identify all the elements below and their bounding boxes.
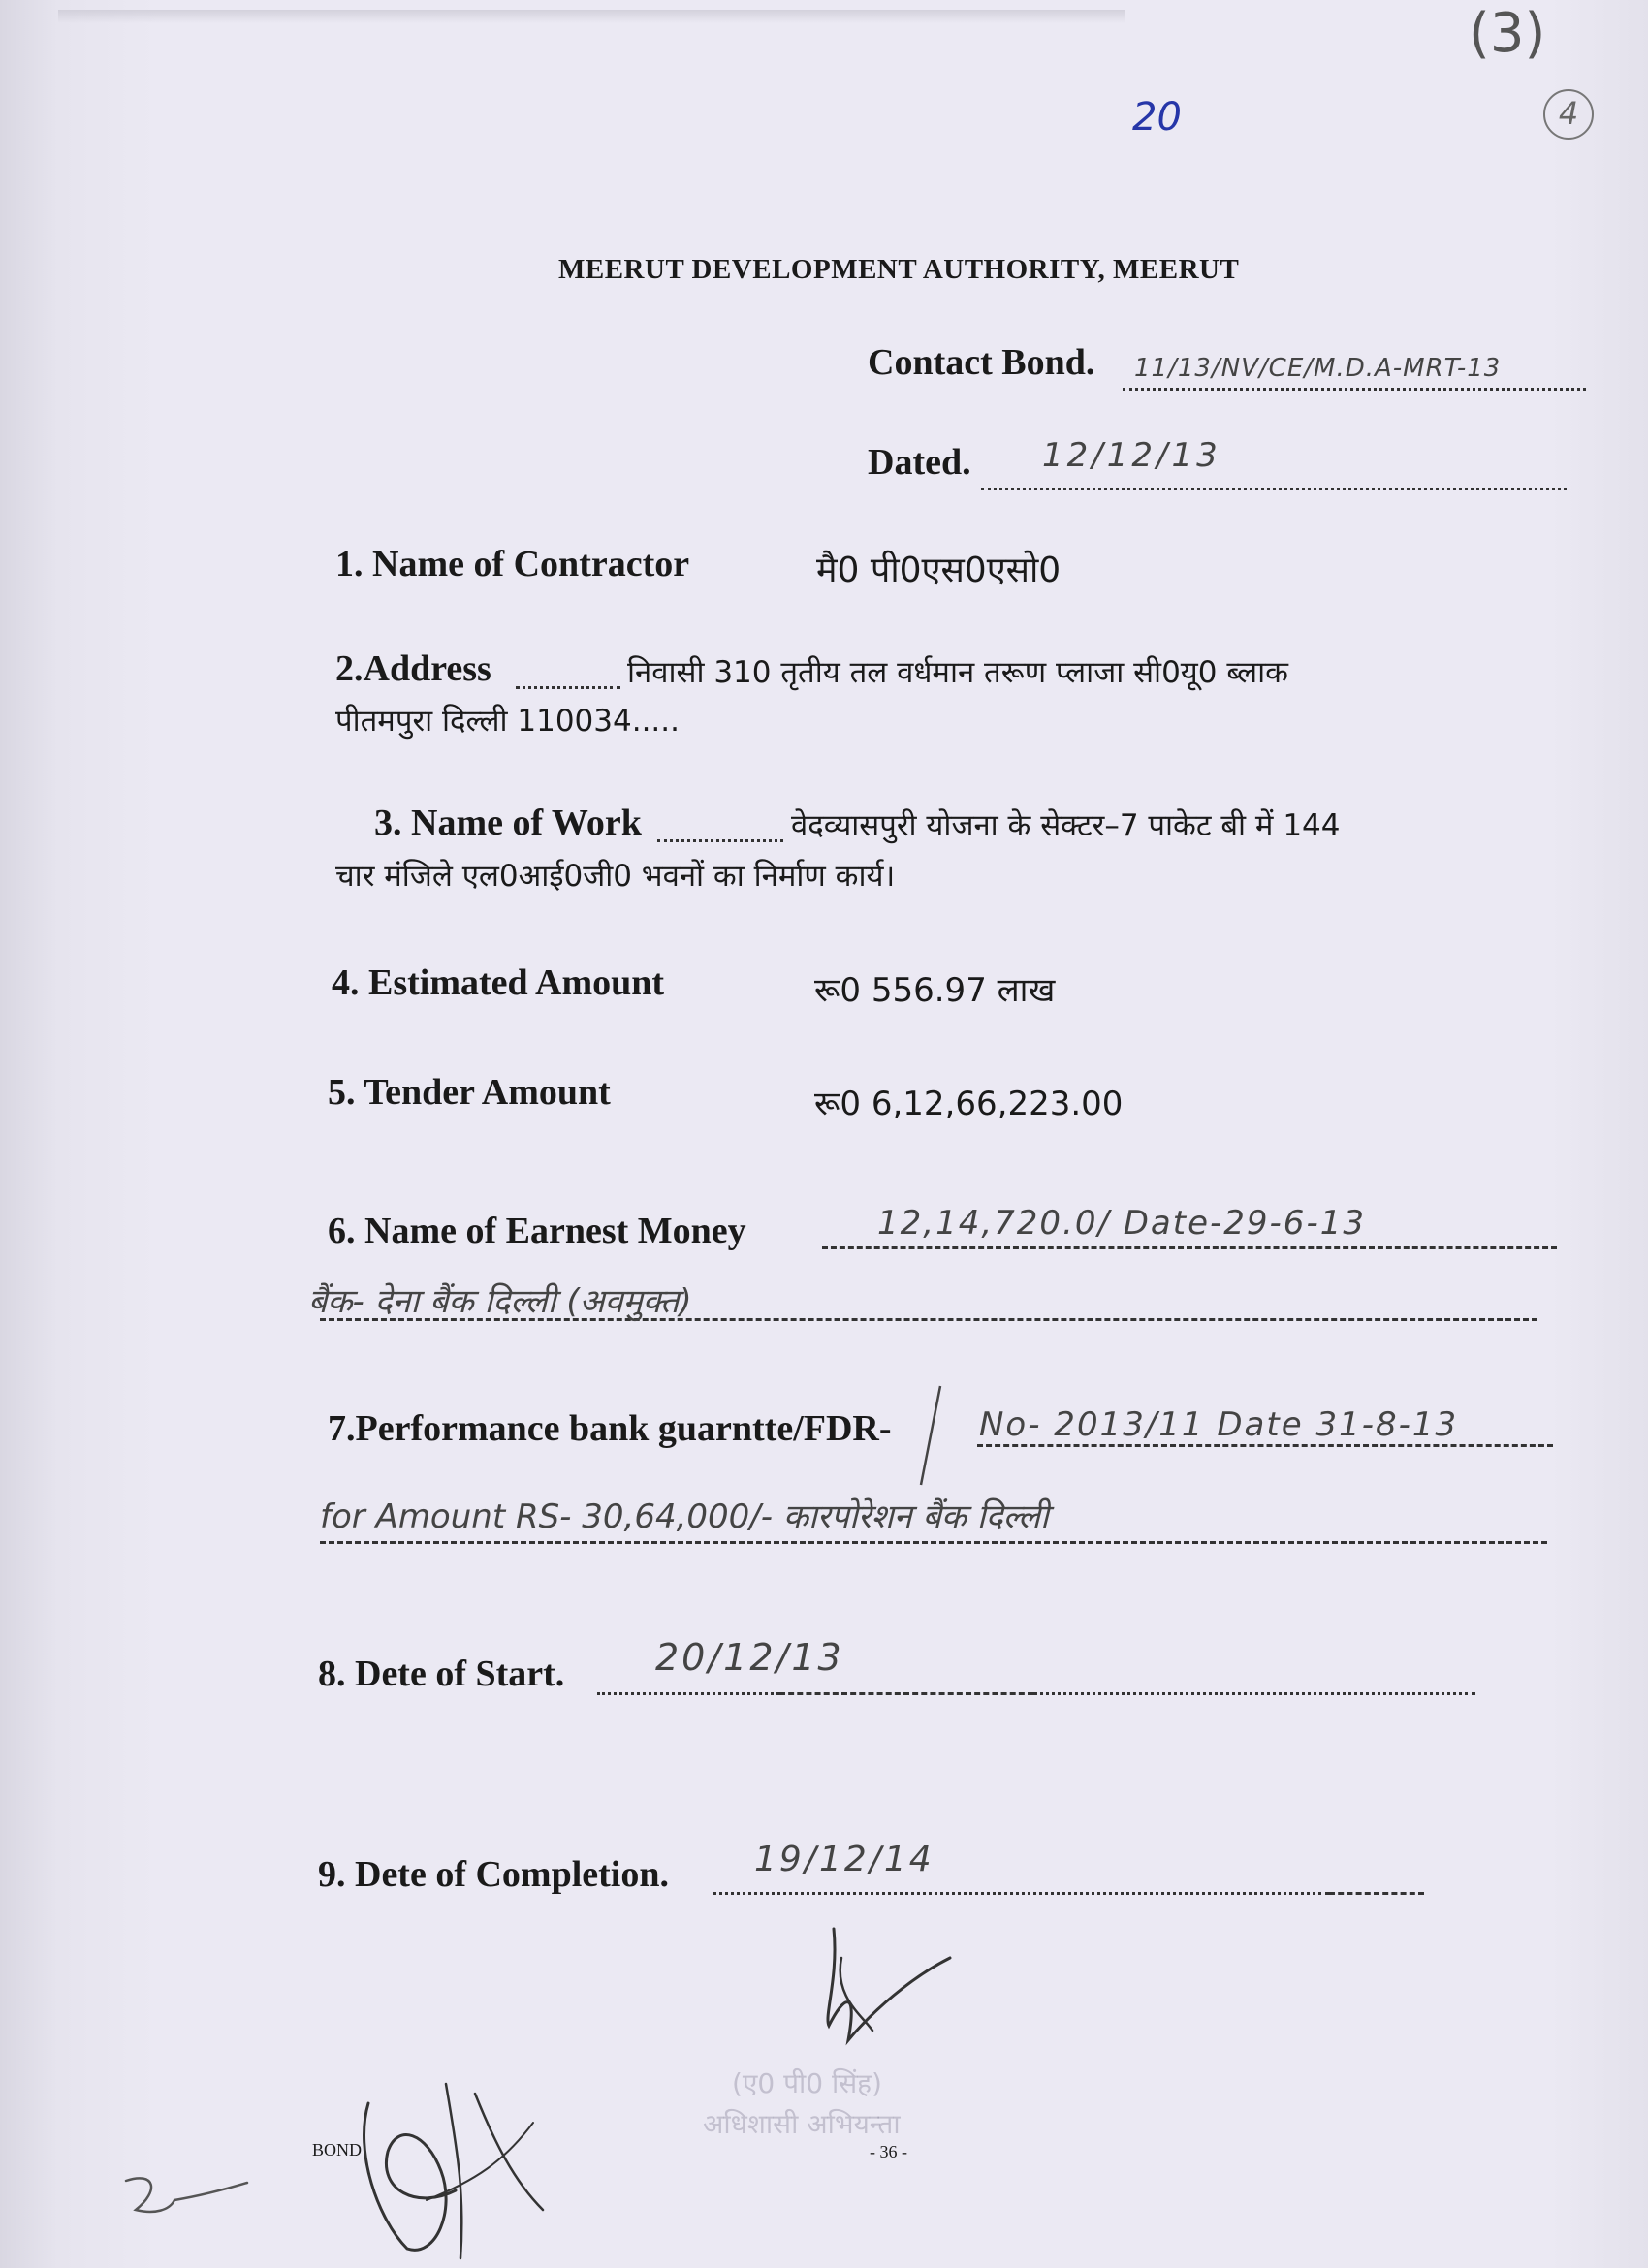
dated-dots — [981, 488, 1567, 490]
page-title: MEERUT DEVELOPMENT AUTHORITY, MEERUT — [558, 254, 1240, 285]
contractor-value: मै0 पी0एस0एसो0 — [816, 551, 1062, 590]
tender-amount-value: रू0 6,12,66,223.00 — [814, 1085, 1124, 1123]
faint-stamp-line1: (ए0 पी0 सिंह) — [732, 2067, 882, 2099]
initial-mark-bottom-left — [116, 2161, 252, 2229]
address-dots — [516, 686, 620, 689]
start-date-label: 8. Dete of Start. — [318, 1654, 565, 1694]
contact-bond-label: Contact Bond. — [868, 342, 1095, 383]
bond-footer-label: BOND — [312, 2140, 363, 2159]
contractor-label: 1. Name of Contractor — [335, 544, 690, 584]
performance-value-line2: for Amount RS- 30,64,000/- कारपोरेशन बैंक दिल्ली — [320, 1497, 1049, 1536]
scan-edge — [58, 10, 1125, 23]
contractor-signature — [349, 2064, 562, 2268]
page-mark-circled-number: 4 — [1558, 95, 1579, 132]
work-value-line2: चार मंजिले एल0आई0जी0 भवनों का निर्माण कार्य। — [335, 859, 896, 894]
page-number: - 36 - — [870, 2142, 907, 2161]
fdr-slash-mark — [911, 1384, 950, 1491]
completion-date-label: 9. Dete of Completion. — [318, 1854, 669, 1895]
earnest-money-value-line2: बैंक- देना बैंक दिल्ली (अवमुक्त) — [308, 1282, 692, 1321]
performance-value-line1: No- 2013/11 Date 31-8-13 — [979, 1405, 1459, 1444]
address-value-line2: पीतमपुरा दिल्ली 110034..... — [335, 704, 680, 739]
work-label: 3. Name of Work — [374, 803, 642, 843]
completion-date-dash — [1329, 1892, 1424, 1895]
start-date-value: 20/12/13 — [655, 1636, 844, 1679]
contact-bond-value: 11/13/NV/CE/M.D.A-MRT-13 — [1134, 354, 1502, 383]
address-label: 2.Address — [335, 648, 491, 689]
completion-date-value: 19/12/14 — [754, 1840, 935, 1879]
dated-label: Dated. — [868, 442, 971, 483]
officer-signature — [805, 1919, 960, 2055]
page-mark-circled — [1543, 89, 1594, 140]
earnest-money-line1 — [822, 1246, 1557, 1249]
start-date-dash — [779, 1692, 1033, 1695]
address-value-line1: निवासी 310 तृतीय तल वर्धमान तरूण प्लाजा सी0यू0 ब्लाक — [627, 655, 1288, 690]
start-date-dots-1 — [597, 1692, 779, 1695]
earnest-money-value-line1: 12,14,720.0/ Date-29-6-13 — [877, 1204, 1366, 1243]
start-date-dots-2 — [1033, 1692, 1475, 1695]
dated-value: 12/12/13 — [1042, 436, 1221, 475]
completion-date-dots — [713, 1892, 1329, 1895]
estimated-amount-value: रू0 556.97 लाख — [814, 971, 1056, 1010]
page-mark-top-center: 20 — [1132, 95, 1182, 140]
contact-bond-dots — [1123, 388, 1586, 391]
work-value-line1: वेदव्यासपुरी योजना के सेक्टर–7 पाकेट बी में 144 — [791, 808, 1341, 843]
faint-stamp-line2: अधिशासी अभियन्ता — [703, 2108, 901, 2140]
work-dots — [657, 839, 783, 842]
earnest-money-label: 6. Name of Earnest Money — [328, 1211, 746, 1251]
page-mark-top-right: (3) — [1469, 2, 1546, 65]
performance-line2 — [320, 1541, 1547, 1544]
estimated-amount-label: 4. Estimated Amount — [332, 962, 665, 1003]
performance-guarantee-label: 7.Performance bank guarntte/FDR- — [328, 1408, 892, 1449]
tender-amount-label: 5. Tender Amount — [328, 1072, 611, 1113]
performance-line1 — [977, 1444, 1553, 1447]
